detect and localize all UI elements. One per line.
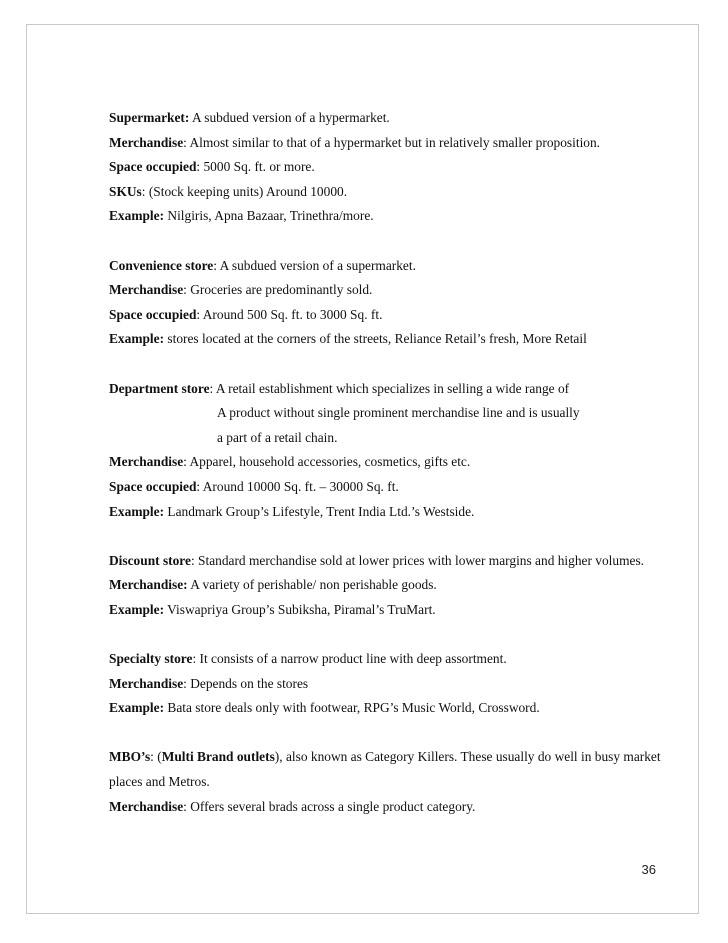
term-label: MBO’s xyxy=(109,749,151,765)
term-text: : Groceries are predominantly sold. xyxy=(183,282,373,298)
term-label: Example: xyxy=(109,700,165,716)
term-label: Example: xyxy=(109,601,165,617)
text-line xyxy=(109,745,669,794)
term-text: : Standard merchandise sold at lower prices with lower margins and higher volumes. xyxy=(190,552,645,568)
text-line xyxy=(109,647,669,672)
term-label: Convenience store xyxy=(109,257,214,273)
term-text: : (Stock keeping units) Around 10000. xyxy=(141,183,348,199)
text-line xyxy=(109,795,669,820)
text-line xyxy=(109,377,669,402)
term-text: : Apparel, household accessories, cosmetics, gifts etc. xyxy=(183,454,471,470)
term-text: ), also known as Category Killers. These usually do well in busy market places and Metros. xyxy=(109,749,661,790)
term-text: : Around 500 Sq. ft. to 3000 Sq. ft. xyxy=(196,306,383,322)
term-text: Bata store deals only with footwear, RPG’s Music World, Crossword. xyxy=(164,700,540,716)
term-text: : Almost similar to that of a hypermarket but in relatively smaller proposition. xyxy=(183,134,601,150)
section-5 xyxy=(109,745,669,819)
term-label: Example: xyxy=(109,503,165,519)
term-text: : 5000 Sq. ft. or more. xyxy=(196,159,315,175)
term-label: Multi Brand outlets xyxy=(161,749,275,765)
term-text: : A subdued version of a supermarket. xyxy=(213,257,416,273)
text-line xyxy=(109,106,669,131)
term-label: SKUs xyxy=(109,183,142,199)
term-label: Space occupied xyxy=(109,478,197,494)
term-label: Merchandise: xyxy=(109,577,188,593)
text-line xyxy=(109,549,669,574)
text-line xyxy=(109,131,669,156)
term-label: Space occupied xyxy=(109,159,197,175)
term-text: : It consists of a narrow product line with deep assortment. xyxy=(192,651,507,667)
term-text: : Depends on the stores xyxy=(183,675,309,691)
text-line xyxy=(109,254,669,279)
text-line xyxy=(109,278,669,303)
term-text: stores located at the corners of the streets, Reliance Retail’s fresh, More Retail xyxy=(164,331,587,347)
text-line xyxy=(109,303,669,328)
term-text: : ( xyxy=(150,749,162,765)
text-line xyxy=(109,180,669,205)
text-line xyxy=(109,155,669,180)
term-label: Merchandise xyxy=(109,134,184,150)
section-1 xyxy=(109,254,669,352)
term-label: Supermarket: xyxy=(109,110,190,125)
term-label: Merchandise xyxy=(109,282,184,298)
text-line xyxy=(109,696,669,721)
term-label: Example: xyxy=(109,208,165,224)
section-3 xyxy=(109,549,669,623)
term-text: : Around 10000 Sq. ft. – 30000 Sq. ft. xyxy=(196,478,399,494)
term-text: Viswapriya Group’s Subiksha, Piramal’s TruMart. xyxy=(164,601,436,617)
text-line xyxy=(109,475,669,500)
page-number: 36 xyxy=(641,862,656,877)
section-2 xyxy=(109,377,669,525)
text-line xyxy=(109,426,669,451)
section-4 xyxy=(109,647,669,721)
section-0 xyxy=(109,106,669,229)
text-line xyxy=(109,204,669,229)
term-text: a part of a retail chain. xyxy=(217,429,338,445)
text-line xyxy=(109,327,669,352)
term-text: : A retail establishment which specializes in selling a wide range of xyxy=(209,380,570,396)
term-text: Landmark Group’s Lifestyle, Trent India Ltd.’s Westside. xyxy=(164,503,475,519)
term-label: Merchandise xyxy=(109,798,184,814)
term-text: A variety of perishable/ non perishable goods. xyxy=(187,577,437,593)
text-line xyxy=(109,672,669,697)
term-label: Merchandise xyxy=(109,454,184,470)
term-label: Discount store xyxy=(109,552,191,568)
term-label: Example: xyxy=(109,331,165,347)
text-line xyxy=(109,450,669,475)
document-body xyxy=(109,106,669,844)
term-text: A subdued version of a hypermarket. xyxy=(189,110,390,125)
term-label: Department store xyxy=(109,380,210,396)
term-text: : Offers several brads across a single product category. xyxy=(183,798,476,814)
text-line xyxy=(109,500,669,525)
term-text: Nilgiris, Apna Bazaar, Trinethra/more. xyxy=(164,208,374,224)
text-line xyxy=(109,598,669,623)
term-label: Space occupied xyxy=(109,306,197,322)
text-line xyxy=(109,401,669,426)
term-label: Merchandise xyxy=(109,675,184,691)
term-text: A product without single prominent merchandise line and is usually xyxy=(217,405,580,421)
term-label: Specialty store xyxy=(109,651,193,667)
text-line xyxy=(109,573,669,598)
